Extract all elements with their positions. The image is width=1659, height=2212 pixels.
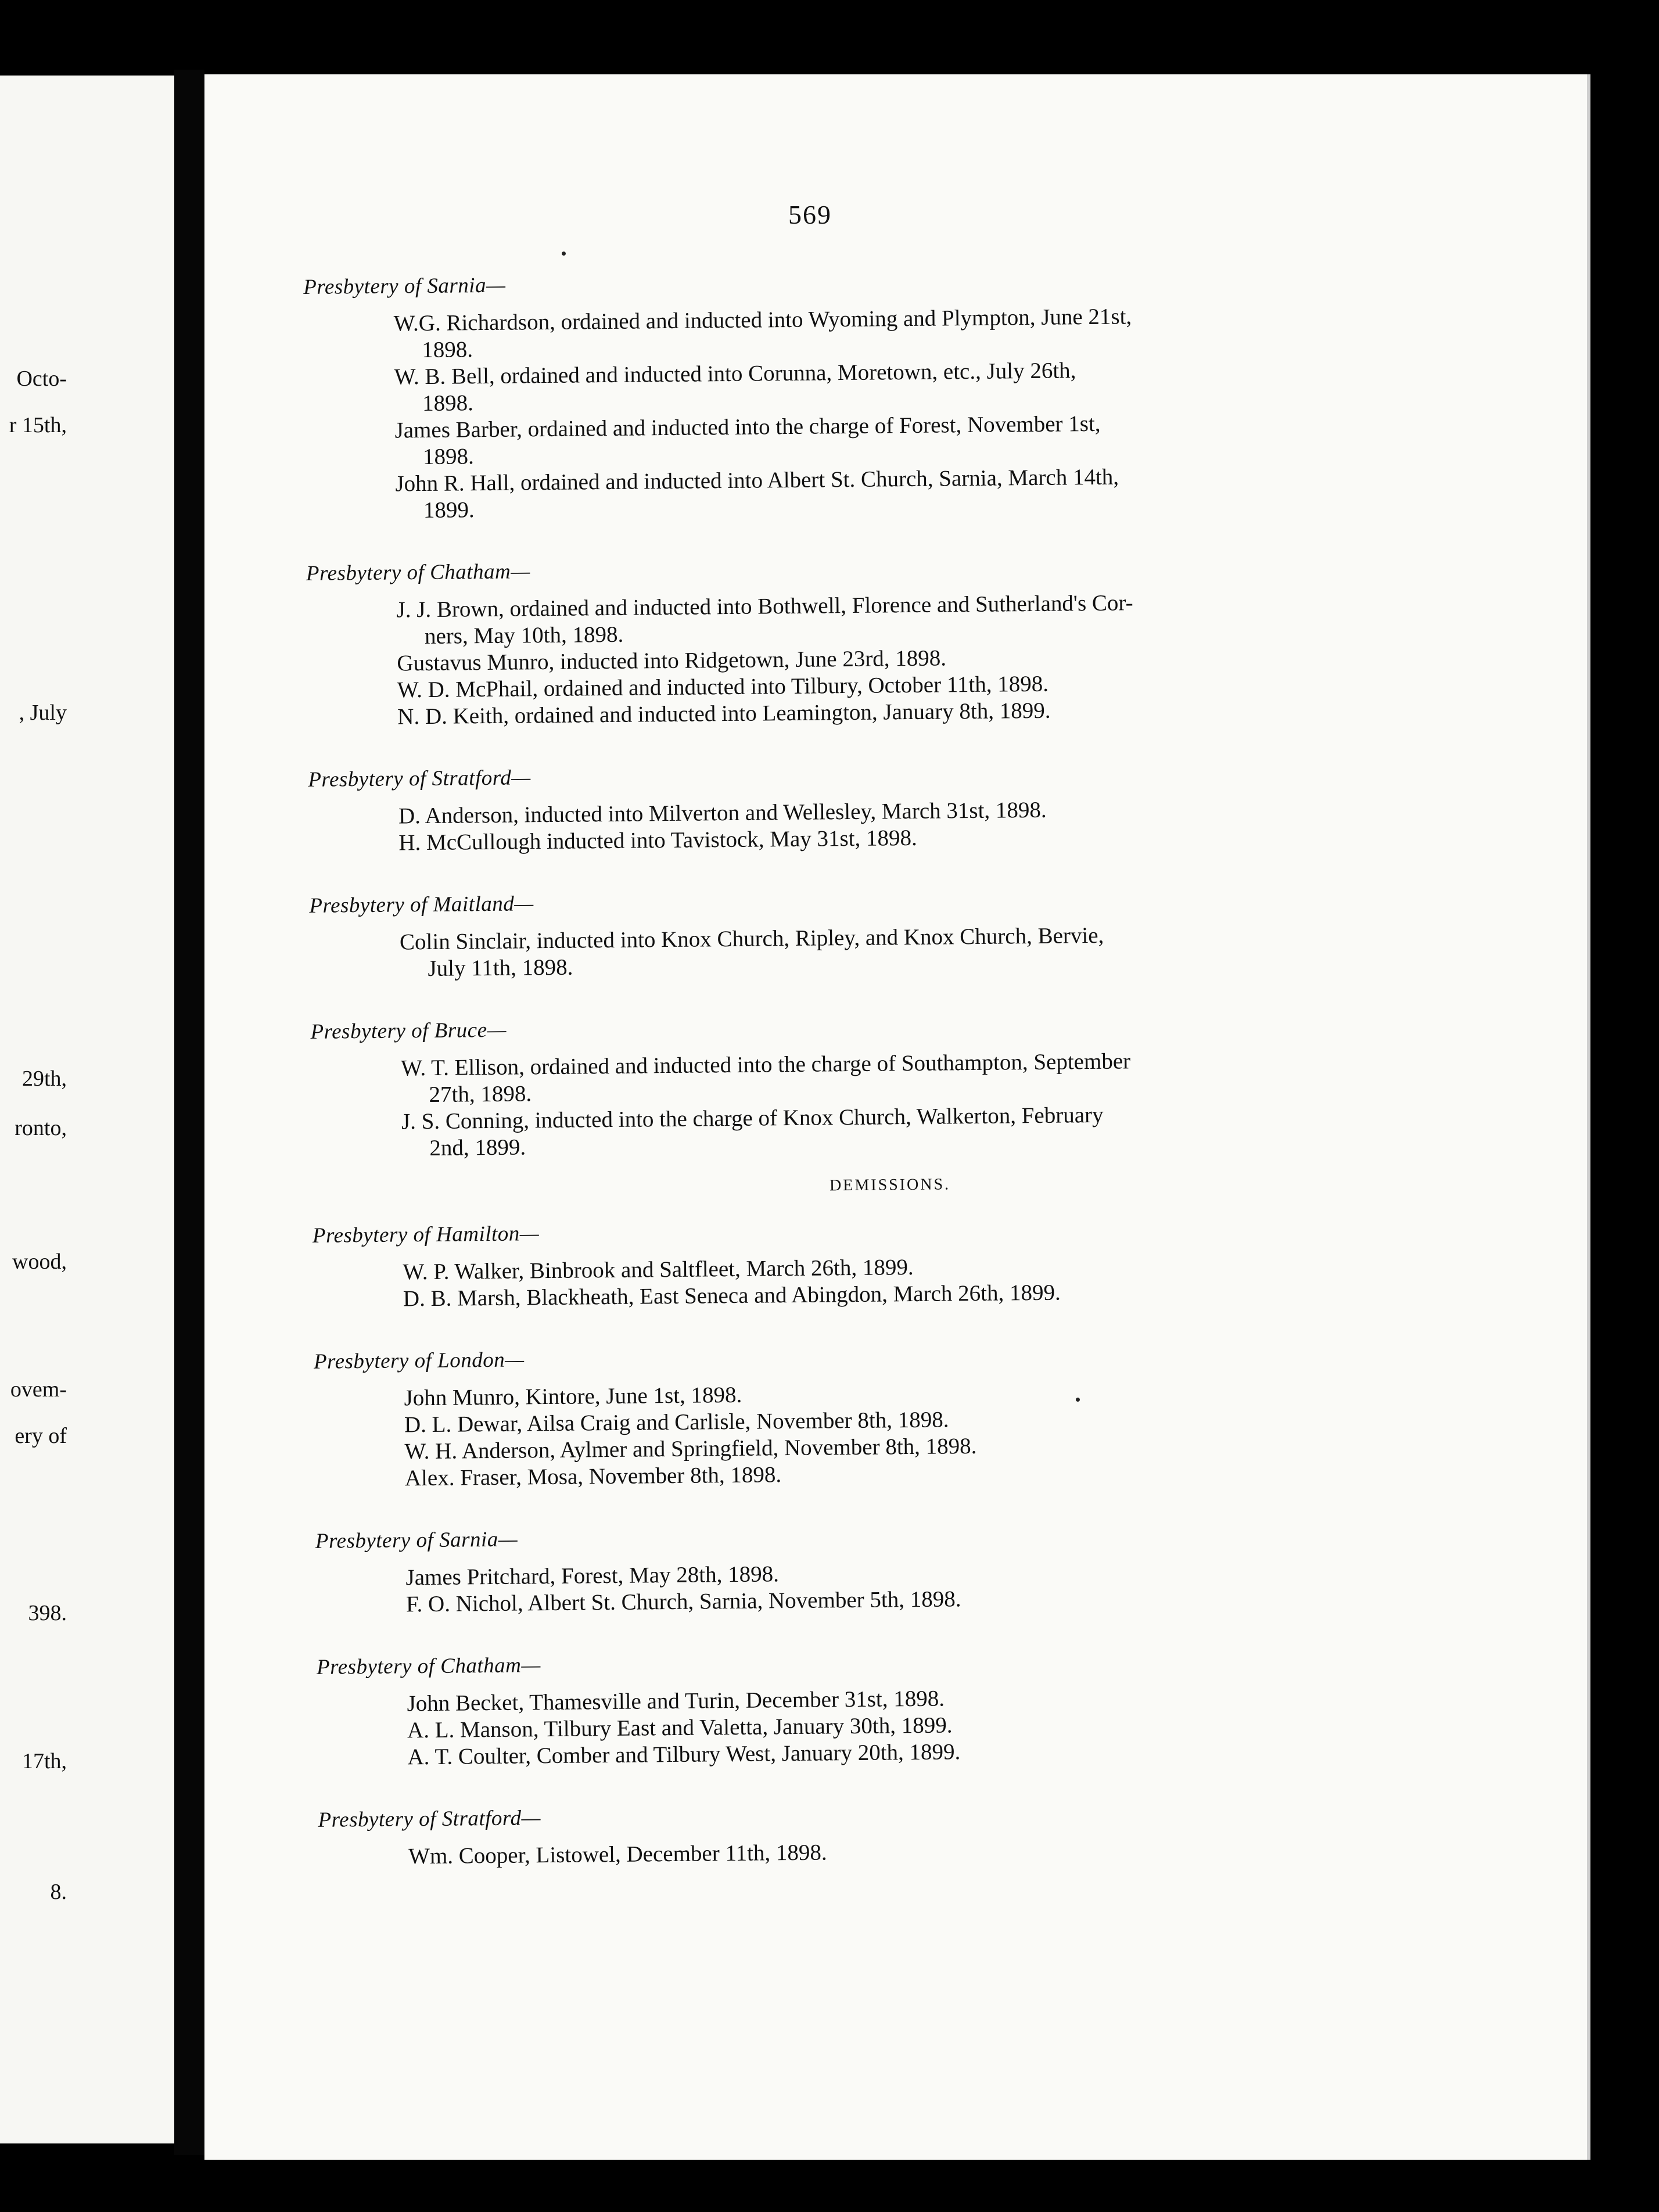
presbytery-heading: Presbytery of Sarnia— xyxy=(315,1527,518,1553)
entry-line: John Munro, Kintore, June 1st, 1898. xyxy=(404,1382,742,1411)
entry-continuation: 1899. xyxy=(423,497,475,523)
entry-line: J. J. Brown, ordained and inducted into Bothwell, Florence and Sutherland's Cor- xyxy=(396,590,1133,623)
entry-continuation: 1898. xyxy=(422,390,474,416)
fragment-text: 29th, xyxy=(21,1066,67,1091)
presbytery-heading: Presbytery of Stratford— xyxy=(318,1806,541,1832)
fragment-text: wood, xyxy=(12,1249,67,1274)
fragment-text: r 15th, xyxy=(9,413,67,437)
presbytery-heading: Presbytery of Maitland— xyxy=(309,892,534,918)
entry-line: N. D. Keith, ordained and inducted into Leamington, January 8th, 1899. xyxy=(397,698,1051,730)
entry-continuation: July 11th, 1898. xyxy=(428,954,573,981)
entry-line: D. Anderson, inducted into Milverton and Wellesley, March 31st, 1898. xyxy=(398,797,1047,829)
entry xyxy=(305,462,1345,525)
fragment-text: 8. xyxy=(50,1880,67,1904)
entry-line: A. T. Coulter, Comber and Tilbury West, January 20th, 1899. xyxy=(407,1739,961,1770)
presbytery-heading: Presbytery of Sarnia— xyxy=(303,273,506,299)
previous-page-fragment xyxy=(0,76,174,2143)
entry-line: Gustavus Munro, inducted into Ridgetown, June 23rd, 1898. xyxy=(397,645,947,676)
fragment-text: ronto, xyxy=(15,1116,67,1140)
presbytery-section xyxy=(310,1010,1351,1163)
entry xyxy=(306,588,1346,651)
presbytery-heading: Presbytery of Chatham— xyxy=(316,1653,541,1679)
fragment-text: 17th, xyxy=(21,1749,67,1773)
presbytery-heading: Presbytery of London— xyxy=(313,1348,525,1374)
entry-line: J. S. Conning, inducted into the charge of Knox Church, Walkerton, February xyxy=(401,1102,1104,1134)
entry-line: Wm. Cooper, Listowel, December 11th, 1898. xyxy=(408,1840,827,1869)
presbytery-section xyxy=(309,884,1349,983)
entry xyxy=(304,355,1344,418)
presbytery-heading: Presbytery of Bruce— xyxy=(310,1018,507,1044)
entry-line: F. O. Nichol, Albert St. Church, Sarnia, November 5th, 1898. xyxy=(405,1586,961,1617)
entry-continuation: 1898. xyxy=(422,337,473,363)
presbytery-heading: Presbytery of Hamilton— xyxy=(312,1222,540,1248)
inductions-list xyxy=(303,265,1352,1163)
entry-line: Alex. Fraser, Mosa, November 8th, 1898. xyxy=(404,1462,782,1491)
demissions-list xyxy=(313,1213,1359,1871)
presbytery-section xyxy=(306,551,1348,731)
entry-line: John R. Hall, ordained and inducted into Albert St. Church, Sarnia, March 14th, xyxy=(395,464,1119,497)
page xyxy=(204,74,1590,2160)
presbytery-heading: Presbytery of Chatham— xyxy=(306,559,530,586)
entry xyxy=(311,1046,1351,1109)
entry-continuation: 1898. xyxy=(422,444,474,470)
entry-line: A. L. Manson, Tilbury East and Valetta, January 30th, 1899. xyxy=(407,1712,953,1743)
page-content xyxy=(303,265,1359,1907)
entry-line: W. P. Walker, Binbrook and Saltfleet, March 26th, 1899. xyxy=(403,1254,914,1285)
fragment-text: , July xyxy=(19,701,67,725)
entry-line: H. McCullough inducted into Tavistock, May 31st, 1898. xyxy=(398,825,917,856)
presbytery-section xyxy=(315,1519,1356,1619)
entry-line: D. L. Dewar, Ailsa Craig and Carlisle, November 8th, 1898. xyxy=(404,1407,949,1438)
book-gutter xyxy=(174,70,204,2155)
presbytery-section xyxy=(314,1340,1355,1493)
presbytery-section xyxy=(313,1213,1353,1313)
entry-line: James Barber, ordained and inducted into the charge of Forest, November 1st, xyxy=(394,411,1101,443)
fragment-text: ovem- xyxy=(10,1377,67,1402)
fragment-text: Octo- xyxy=(16,367,67,391)
entry-continuation: ners, May 10th, 1898. xyxy=(424,622,624,649)
entry-line: W. H. Anderson, Aylmer and Springfield, November 8th, 1898. xyxy=(404,1433,977,1464)
entry-line: W. T. Ellison, ordained and inducted into the charge of Southampton, September xyxy=(400,1048,1131,1081)
page-number: 569 xyxy=(788,200,832,229)
fragment-text: ery of xyxy=(15,1424,67,1448)
presbytery-section xyxy=(303,265,1345,525)
entry-line: W. D. McPhail, ordained and inducted into Tilbury, October 11th, 1898. xyxy=(397,671,1049,703)
entry xyxy=(311,1100,1352,1163)
entry-continuation: 27th, 1898. xyxy=(429,1081,532,1107)
entry-continuation: 2nd, 1899. xyxy=(429,1134,526,1161)
entry-line: Colin Sinclair, inducted into Knox Church, Ripley, and Knox Church, Bervie, xyxy=(399,922,1104,955)
presbytery-section xyxy=(318,1798,1358,1871)
entry-line: John Becket, Thamesville and Turin, December 31st, 1898. xyxy=(407,1686,945,1717)
entry xyxy=(304,408,1345,472)
entry-line: W.G. Richardson, ordained and inducted into Wyoming and Plympton, June 21st, xyxy=(393,304,1132,336)
ink-speck xyxy=(562,252,566,256)
entry xyxy=(318,1834,1358,1871)
demissions-heading: DEMISSIONS. xyxy=(829,1175,951,1195)
entry-line: D. B. Marsh, Blackheath, East Seneca and Abingdon, March 26th, 1899. xyxy=(403,1280,1061,1312)
entry-line: James Pritchard, Forest, May 28th, 1898. xyxy=(405,1561,780,1590)
presbytery-section xyxy=(317,1645,1358,1772)
entry-line: W. B. Bell, ordained and inducted into Corunna, Moretown, etc., July 26th, xyxy=(394,358,1076,390)
entry xyxy=(310,920,1350,983)
entry xyxy=(304,301,1344,365)
presbytery-heading: Presbytery of Stratford— xyxy=(308,766,531,792)
presbytery-section xyxy=(308,757,1348,857)
fragment-text: 398. xyxy=(28,1601,67,1625)
